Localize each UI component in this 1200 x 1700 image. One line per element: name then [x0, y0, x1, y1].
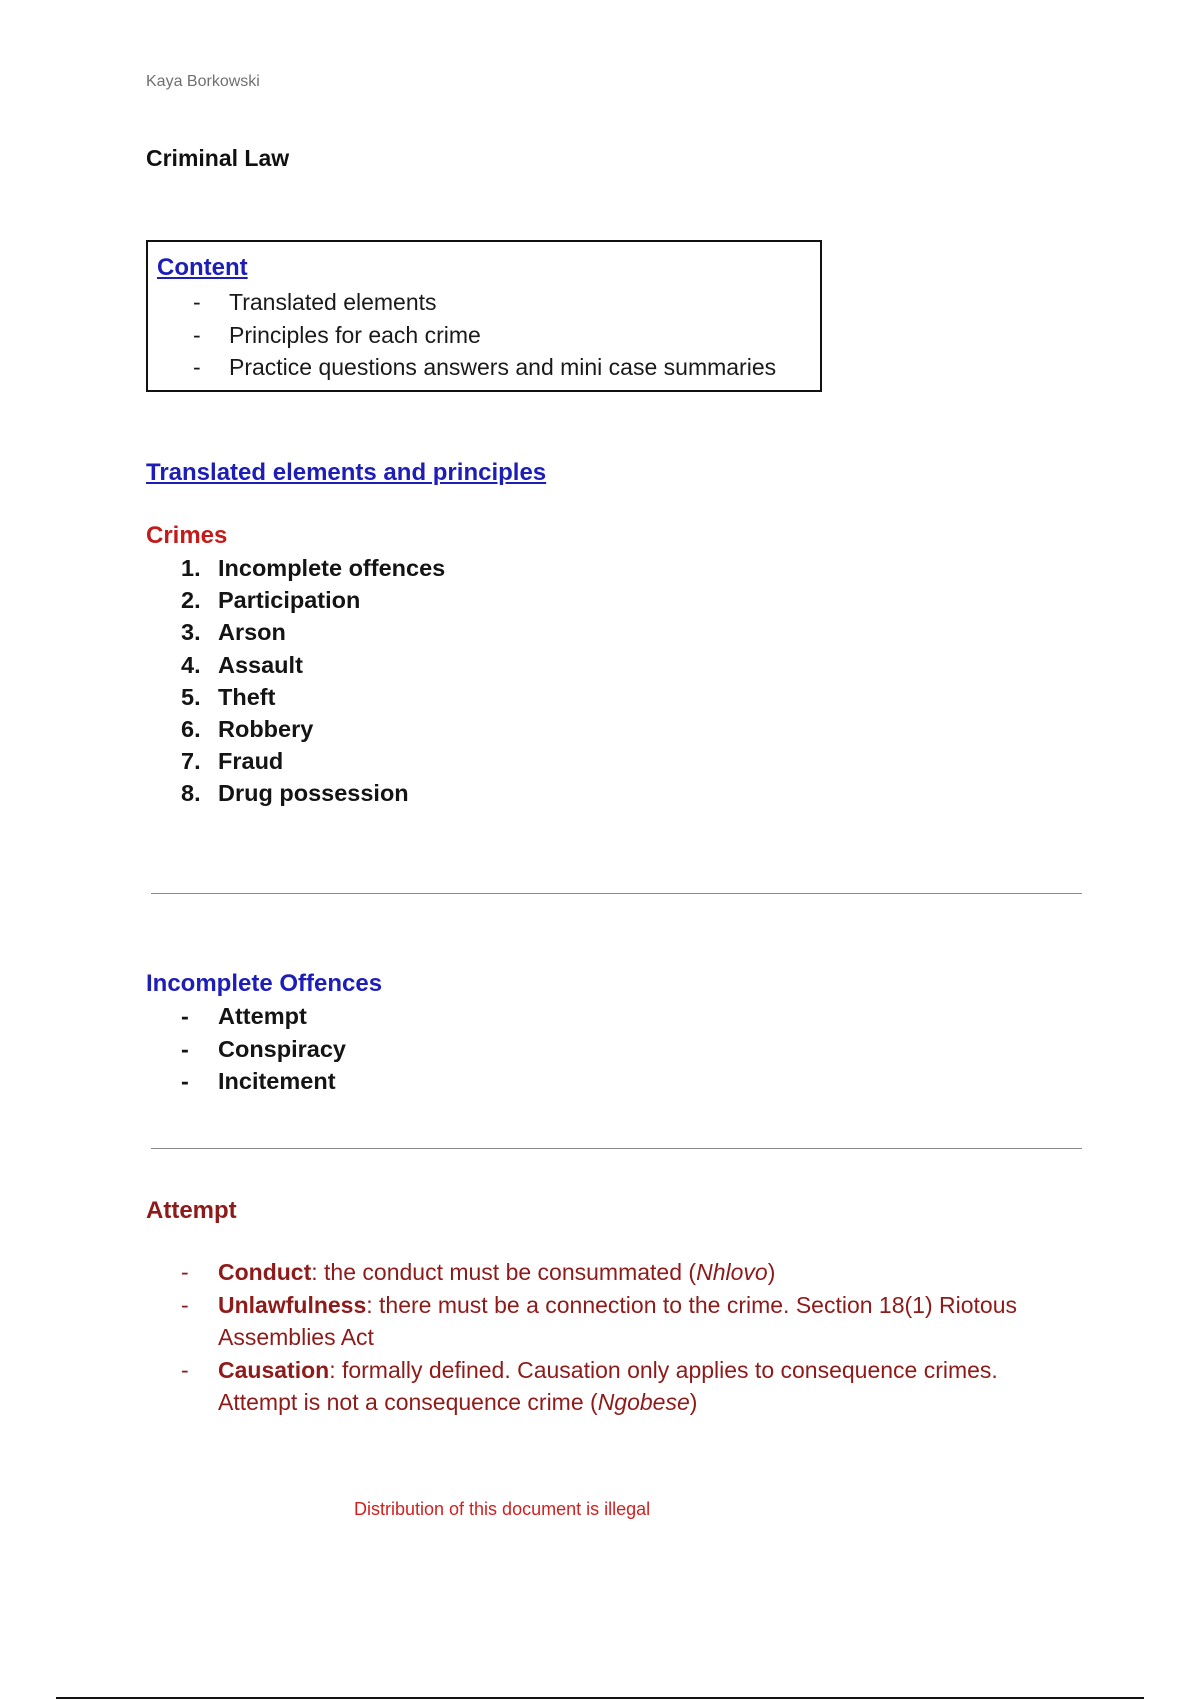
crime-label: Assault [218, 651, 303, 678]
case-name: Ngobese [597, 1389, 690, 1415]
crime-number: 6. [181, 716, 201, 743]
crime-list-item [181, 584, 445, 616]
crime-number: 1. [181, 555, 201, 581]
dash-bullet: - [181, 1356, 189, 1383]
element-description-end: ) [767, 1259, 776, 1285]
incomplete-offence-label: Attempt [218, 1003, 307, 1029]
crime-number: 5. [181, 683, 201, 710]
contents-item [193, 319, 776, 352]
contents-item-label: Principles for each crime [229, 321, 481, 348]
crimes-list [181, 552, 445, 810]
dash-bullet: - [181, 1291, 189, 1318]
incomplete-offences-heading: Incomplete Offences [146, 970, 383, 997]
crime-label: Fraud [218, 748, 284, 775]
contents-item [193, 286, 776, 319]
attempt-element-item [181, 1256, 1081, 1289]
dash-bullet: - [181, 1003, 189, 1029]
dash-bullet: - [181, 1035, 189, 1062]
contents-item-label: Translated elements [229, 289, 437, 315]
crime-number: 8. [181, 780, 201, 807]
crime-list-item [181, 777, 445, 809]
element-description: : formally defined. Causation only applies to consequence crimes. Attempt is not a consequence crime ( [218, 1356, 998, 1415]
contents-box [146, 240, 822, 392]
crime-list-item [181, 616, 445, 648]
element-description: : the conduct must be consummated ( [311, 1259, 697, 1285]
crime-list-item [181, 745, 445, 777]
crime-label: Arson [218, 619, 286, 646]
crime-label: Incomplete offences [218, 555, 446, 581]
dash-bullet: - [193, 354, 201, 380]
element-term: Causation [218, 1356, 330, 1383]
dash-bullet: - [181, 1259, 189, 1285]
element-term: Conduct [218, 1259, 312, 1285]
horizontal-divider [151, 893, 1082, 894]
contents-heading-link[interactable]: Content [157, 254, 248, 281]
crime-list-item [181, 681, 445, 713]
translated-elements-link[interactable]: Translated elements and principles [146, 459, 547, 486]
attempt-heading: Attempt [146, 1197, 237, 1224]
page-bottom-rule [56, 1697, 1144, 1699]
incomplete-offence-label: Conspiracy [218, 1035, 346, 1062]
horizontal-divider [151, 1148, 1082, 1149]
document-title: Criminal Law [146, 145, 290, 171]
attempt-element-item [181, 1354, 1081, 1419]
crime-list-item [181, 713, 445, 745]
incomplete-offence-item [181, 1033, 346, 1066]
incomplete-offence-label: Incitement [218, 1068, 336, 1094]
crime-number: 4. [181, 651, 201, 678]
crimes-heading: Crimes [146, 522, 228, 549]
element-description: : there must be a connection to the crime. Section 18(1) Riotous Assemblies Act [218, 1291, 1017, 1350]
crime-label: Robbery [218, 716, 314, 743]
attempt-element-item [181, 1289, 1081, 1354]
crime-number: 2. [181, 587, 201, 614]
dash-bullet: - [181, 1068, 189, 1094]
attempt-elements-list [181, 1256, 1081, 1419]
incomplete-offences-list [181, 1000, 346, 1098]
incomplete-offence-item [181, 1000, 346, 1033]
contents-list [193, 286, 776, 384]
distribution-notice: Distribution of this document is illegal [354, 1499, 651, 1519]
element-description-end: ) [689, 1389, 698, 1415]
crime-list-item [181, 552, 445, 584]
author-name: Kaya Borkowski [146, 73, 260, 90]
contents-item [193, 351, 776, 384]
crime-label: Participation [218, 587, 361, 614]
element-term: Unlawfulness [218, 1291, 367, 1318]
crime-number: 7. [181, 748, 201, 775]
incomplete-offence-item [181, 1065, 346, 1098]
dash-bullet: - [193, 289, 201, 315]
crime-label: Drug possession [218, 780, 409, 807]
crime-list-item [181, 649, 445, 681]
crime-label: Theft [218, 683, 276, 710]
dash-bullet: - [193, 321, 201, 348]
crime-number: 3. [181, 619, 201, 646]
contents-item-label: Practice questions answers and mini case summaries [229, 354, 777, 380]
case-name: Nhlovo [696, 1259, 768, 1285]
